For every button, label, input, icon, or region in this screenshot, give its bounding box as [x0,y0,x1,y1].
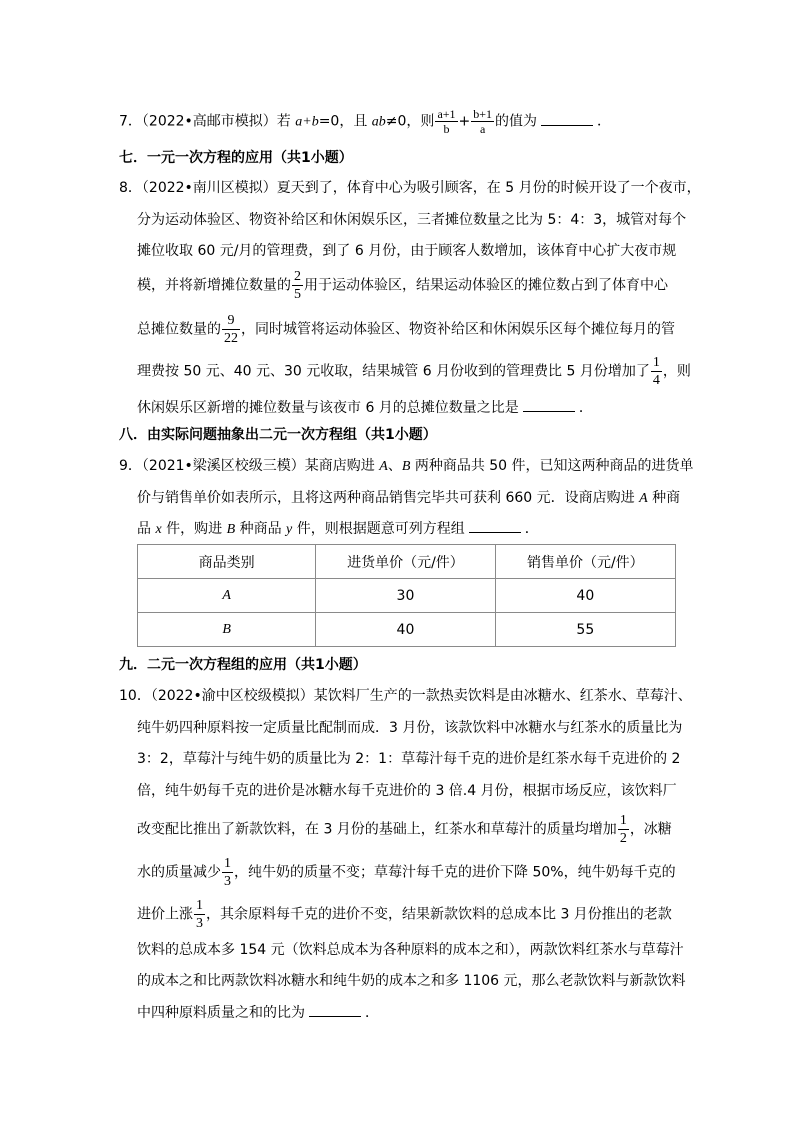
q10-fraction-1-2: $\frac{1}{2}$ [619,813,627,846]
table-cell-cost: 40 [316,613,495,647]
q10-line-3: 3：2，草莓汁与纯牛奶的质量比为 2：1：草莓汁每千克的进价是红茶水每千克进价的 2 [137,751,681,767]
q7-fraction-2: $\frac{b+1}{a}$ [473,107,493,136]
q8-line-6b: ，则 [662,363,691,380]
q10-line-10 [137,1002,379,1023]
table-header-row [138,545,676,579]
q7-fraction-1: $\frac{a+1}{b}$ [437,107,456,136]
q9-answer-blank[interactable] [469,518,521,533]
q7-end: ． [597,113,612,130]
q8-line-4a: 模，并将新增摊位数量的 [137,277,291,294]
q9-line-3b: 件，购进 [161,521,227,537]
q9-line-2b: 种商 [647,490,681,506]
table-cell-text: A [222,588,231,603]
q9-line-3c: 种商品 [235,521,287,537]
q10-line-10-text: 中四种原料质量之和的比为 [137,1005,305,1021]
q10-line-1: 10．（2022•渝中区校级模拟）某饮料厂生产的一款热卖饮料是由冰糖水、红茶水、草莓汁、 [119,688,692,704]
table-row [138,579,676,613]
q9-line-1 [119,456,694,477]
q9-line-1c: 两种商品共 50 件，已知这两种商品的进货单 [410,458,694,474]
section-heading-8: 八．由实际问题抽象出二元一次方程组（共1小题） [119,427,437,443]
q7-var-product: ab [371,114,386,130]
q10-line-6 [137,855,676,890]
q8-fraction-9-22: $\frac{9}{22}$ [224,313,238,346]
q8-line-6 [137,354,691,389]
q10-line-7 [137,897,672,932]
table-header-cell: 销售单价（元/件） [495,545,675,579]
q8-line-5a: 总摊位数量的 [137,321,221,338]
q9-end: ． [524,521,539,537]
q8-line-3: 摊位收取 60 元/月的管理费，到了 6 月份，由于顾客人数增加，该体育中心扩大夜市规 [137,243,677,259]
section-heading-9: 九．二元一次方程组的应用（共1小题） [119,657,367,673]
q9-line-3a: 品 [137,521,156,537]
q10-line-6b: ，纯牛奶的质量不变；草莓汁每千克的进价下降 50%，纯牛奶每千克的 [234,864,676,881]
q10-line-4: 倍，纯牛奶每千克的进价是冰糖水每千克进价的 3 倍.4 月份，根据市场反应，该饮料厂 [137,783,677,799]
table-cell-price: 40 [495,579,675,613]
q9-var-a: A [379,459,388,474]
q10-line-5b: ，冰糖 [629,821,672,838]
q9-line-2 [137,488,680,509]
q10-end: ． [365,1005,379,1021]
table-cell-cost: 30 [316,579,495,613]
q9-var-a-2: A [639,491,648,506]
q8-fraction-1-4: $\frac{1}{4}$ [652,355,660,388]
q10-line-2: 纯牛奶四种原料按一定质量比配制而成．3 月份，该款饮料中冰糖水与红茶水的质量比为 [137,720,683,736]
q10-line-6a: 水的质量减少 [137,864,221,881]
table-cell-text: B [222,622,231,637]
table-header-cell: 进货单价（元/件） [316,545,495,579]
q8-line-5 [137,312,675,347]
q8-line-1: 8．（2022•南川区模拟）夏天到了，体育中心为吸引顾客，在 5 月份的时候开设了一个夜市， [119,180,701,196]
q7-text-a: 7．（2022•高邮市模拟）若 [119,113,296,130]
table-cell-price: 55 [495,613,675,647]
q10-line-5 [137,812,672,847]
q7-text-c: ≠0，则 [385,113,435,130]
q8-fraction-2-5: $\frac{2}{5}$ [294,269,301,302]
table-cell-category [138,579,316,613]
q10-line-5a: 改变配比推出了新款饮料，在 3 月份的基础上，红茶水和草莓汁的质量均增加 [137,821,617,838]
q9-line-3d: 件，则根据题意可列方程组 [292,521,465,537]
q7-plus: + [458,113,471,130]
q10-line-9: 的成本之和比两款饮料冰糖水和纯牛奶的成本之和多 1106 元，那么老款饮料与新款饮料 [137,973,686,989]
q8-line-7 [137,397,593,418]
q10-line-8: 饮料的总成本多 154 元（饮料总成本为各种原料的成本之和），两款饮料红茶水与草莓汁 [137,942,684,958]
q9-var-y: y [286,522,293,537]
q9-line-3 [137,518,539,540]
q7-var-sum: a+b [295,114,319,130]
q8-end: ． [578,400,593,416]
price-table [137,544,676,647]
section-heading-7: 七．一元一次方程的应用（共1小题） [119,150,353,166]
q8-line-4b: 用于运动体验区，结果运动体验区的摊位数占到了体育中心 [304,277,668,294]
q8-line-6a: 理费按 50 元、40 元、30 元收取，结果城管 6 月份收到的管理费比 5 月份增加了 [137,363,650,380]
table-row [138,613,676,647]
q8-line-4 [137,268,668,303]
q9-line-1b: 、 [387,458,402,474]
table-header-cell: 商品类别 [138,545,316,579]
q10-line-7a: 进价上涨 [137,906,193,923]
q10-fraction-1-3-a: $\frac{1}{3}$ [224,856,231,889]
q7-text-d: 的值为 [495,113,538,130]
q8-line-7-text: 休闲娱乐区新增的摊位数量与该夜市 6 月的总摊位数量之比是 [137,400,519,416]
q7-answer-blank[interactable] [541,111,593,126]
q10-fraction-1-3-b: $\frac{1}{3}$ [196,898,203,931]
q8-line-5b: ，同时城管将运动体验区、物资补给区和休闲娱乐区每个摊位每月的管 [241,321,675,338]
q9-line-2a: 价与销售单价如表所示，且将这两种商品销售完毕共可获利 660 元．设商店购进 [137,490,640,506]
q8-answer-blank[interactable] [523,397,575,412]
q9-var-b-2: B [226,522,236,537]
q10-line-7b: ，其余原料每千克的进价不变，结果新款饮料的总成本比 3 月份推出的老款 [206,906,672,923]
table-cell-category [138,613,316,647]
q9-var-b: B [401,459,411,474]
q9-line-1a: 9．（2021•梁溪区校级三模）某商店购进 [119,458,380,474]
q8-line-2: 分为运动体验区、物资补给区和休闲娱乐区，三者摊位数量之比为 5：4：3，城管对每个 [137,212,687,228]
q10-answer-blank[interactable] [309,1002,361,1017]
q9-var-x: x [155,522,162,537]
question-7 [119,107,611,136]
q7-text-b: =0，且 [318,113,372,130]
